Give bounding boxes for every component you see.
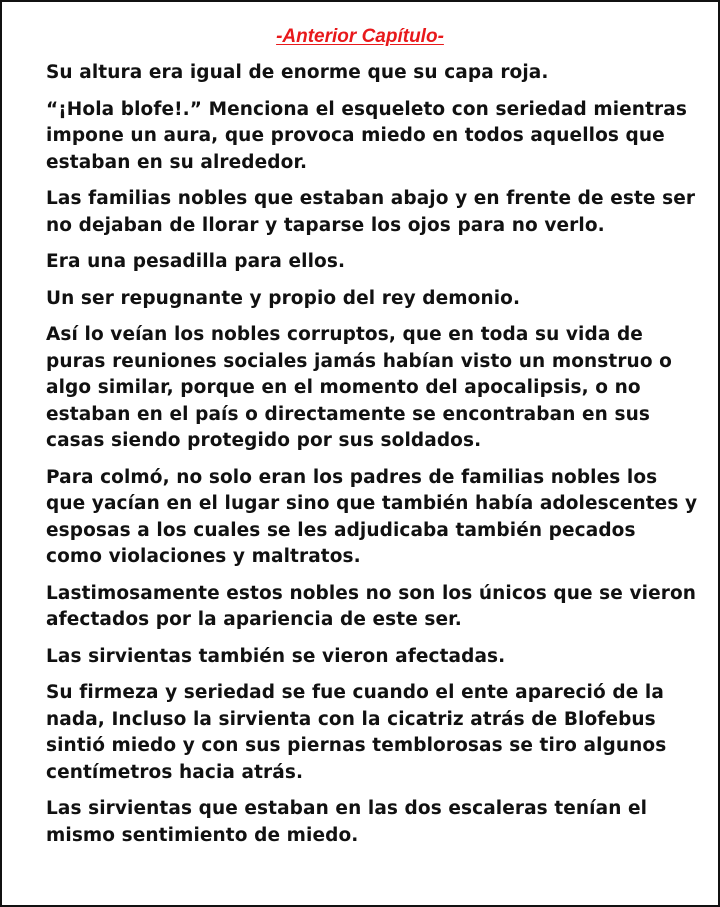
text-line: algo similar, porque en el momento del apocalipsis, o no — [46, 377, 641, 398]
text-line: estaban en su alrededor. — [46, 151, 308, 173]
text-line: mismo sentimiento de miedo. — [46, 824, 359, 846]
text-line: “¡Hola blofe!.” Menciona el esqueleto con seriedad mientras — [46, 98, 687, 120]
text-line: Su firmeza y seriedad se fue cuando el ente apareció de la — [46, 682, 664, 703]
text-line: casas siendo protegido por sus soldados. — [46, 430, 482, 451]
chapter-title: -Anterior Capítulo- — [276, 26, 444, 47]
text-line: puras reuniones sociales jamás habían visto un monstruo o — [46, 350, 672, 372]
text-line: no dejaban de llorar y taparse los ojos para no verlo. — [46, 214, 605, 236]
text-line: Así lo veían los nobles corruptos, que en toda su vida de — [46, 324, 643, 345]
paragraph — [46, 465, 698, 571]
paragraph — [46, 249, 686, 276]
text-line: Las sirvientas que estaban en las dos escaleras tenían el — [46, 798, 648, 819]
text-line: Las familias nobles que estaban abajo y en frente de este ser — [46, 188, 696, 209]
text-line: impone un aura, que provoca miedo en todos aquellos que — [46, 125, 665, 146]
paragraph — [46, 322, 686, 455]
paragraph — [46, 286, 686, 313]
text-line: sintió miedo y con sus piernas temblorosas se tiro algunos — [46, 735, 667, 756]
text-line: como violaciones y maltratos. — [46, 546, 361, 567]
text-line: centímetros hacia atrás. — [46, 761, 304, 783]
chapter-body — [46, 60, 698, 859]
text-line: estaban en el país o directamente se encontraban en sus — [46, 403, 650, 425]
paragraph — [46, 644, 686, 671]
text-line: Era una pesadilla para ellos. — [46, 251, 346, 272]
paragraph — [46, 581, 697, 634]
paragraph — [46, 97, 686, 177]
text-line: nada, Incluso la sirvienta con la cicatriz atrás de Blofebus — [46, 708, 656, 730]
paragraph — [46, 796, 686, 849]
text-line: Un ser repugnante y propio del rey demonio. — [46, 287, 521, 309]
text-line: que yacían en el lugar sino que también había adolescentes y — [46, 493, 698, 514]
text-line: Para colmó, no solo eran los padres de familias nobles los — [46, 466, 658, 488]
paragraph — [46, 60, 686, 87]
text-line: Las sirvientas también se vieron afectadas. — [46, 645, 506, 667]
paragraph — [46, 186, 696, 239]
paragraph — [46, 680, 686, 786]
text-line: Lastimosamente estos nobles no son los únicos que se vieron — [46, 582, 697, 604]
text-line: Su altura era igual de enorme que su capa roja. — [46, 62, 549, 83]
text-line: afectados por la apariencia de este ser. — [46, 609, 462, 630]
text-line: esposas a los cuales se les adjudicaba también pecados — [46, 519, 636, 541]
